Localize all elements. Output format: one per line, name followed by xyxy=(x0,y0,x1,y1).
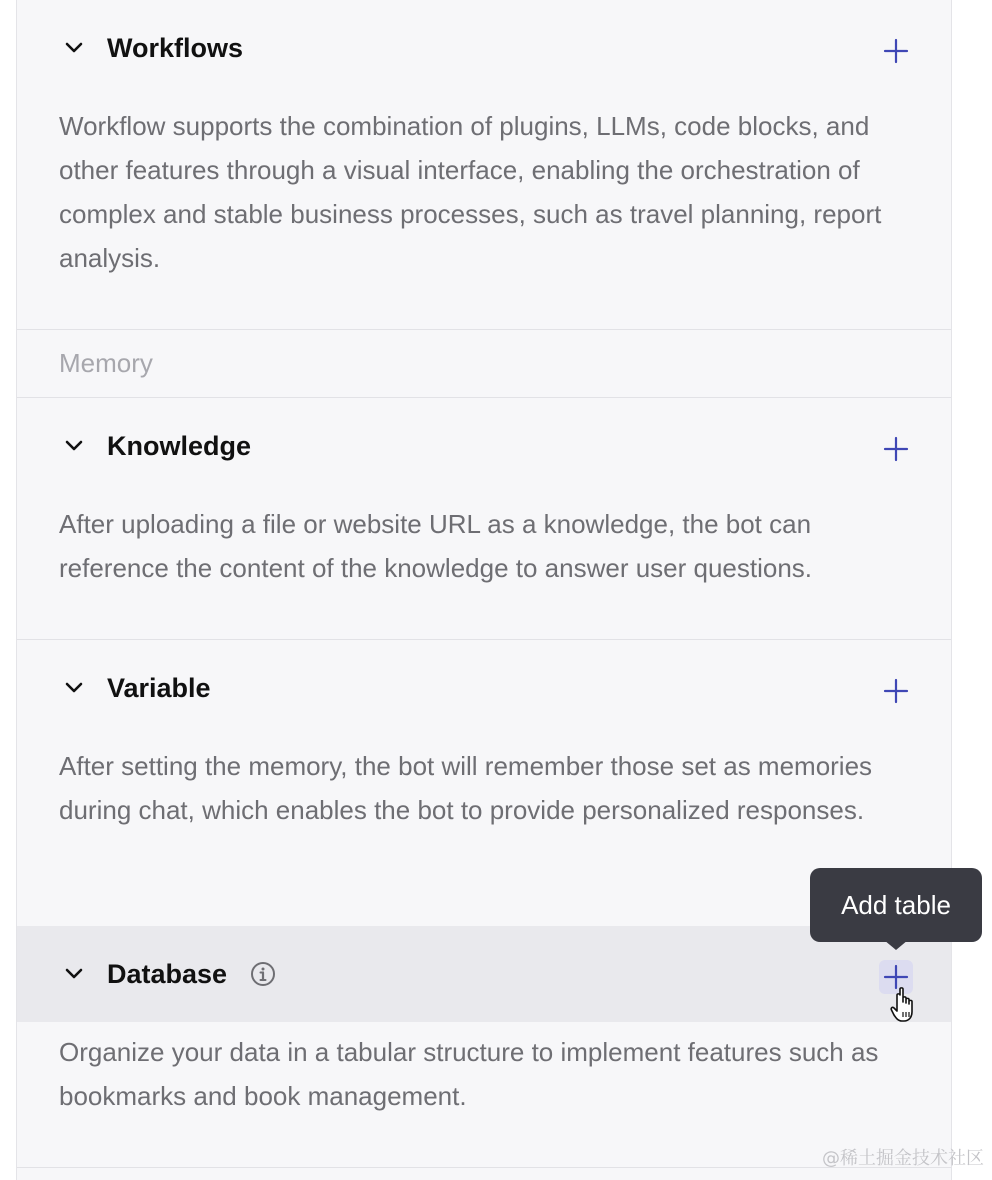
plus-icon xyxy=(883,436,909,462)
skills-panel xyxy=(16,0,952,1180)
workflows-header[interactable] xyxy=(17,0,951,96)
workflows-section xyxy=(17,0,951,330)
database-header[interactable] xyxy=(17,926,951,1022)
variable-title: Variable xyxy=(107,673,211,703)
database-section xyxy=(17,926,951,1168)
chevron-down-icon[interactable] xyxy=(63,677,85,699)
add-knowledge-button[interactable] xyxy=(879,432,913,466)
info-icon[interactable] xyxy=(250,961,276,987)
chevron-down-icon[interactable] xyxy=(63,435,85,457)
workflows-description: Workflow supports the combination of plugins, LLMs, code blocks, and other features through a visual interface, enabling the orchestration of complex and stable business processes, such as travel planning, report analysis. xyxy=(59,111,882,273)
plus-icon xyxy=(883,678,909,704)
chevron-down-icon[interactable] xyxy=(63,963,85,985)
variable-description: After setting the memory, the bot will remember those set as memories during chat, which enables the bot to provide personalized responses. xyxy=(59,751,873,825)
tooltip-text: Add table xyxy=(841,889,951,920)
knowledge-title: Knowledge xyxy=(107,431,252,461)
add-table-tooltip xyxy=(810,868,982,942)
knowledge-description: After uploading a file or website URL as a knowledge, the bot can reference the content of the knowledge to answer user questions. xyxy=(59,509,813,583)
memory-group-label: Memory xyxy=(59,348,153,378)
database-title: Database xyxy=(107,959,228,989)
add-workflow-button[interactable] xyxy=(879,34,913,68)
variable-header[interactable] xyxy=(17,640,951,736)
hand-pointer-icon xyxy=(890,986,924,1024)
plus-icon xyxy=(883,38,909,64)
tooltip-arrow xyxy=(884,940,908,950)
memory-group xyxy=(17,330,951,398)
knowledge-section xyxy=(17,398,951,640)
watermark: @稀土掘金技术社区 xyxy=(822,1148,984,1169)
workflows-title: Workflows xyxy=(107,33,244,63)
knowledge-header[interactable] xyxy=(17,398,951,494)
add-variable-button[interactable] xyxy=(879,674,913,708)
chevron-down-icon[interactable] xyxy=(63,37,85,59)
database-description: Organize your data in a tabular structure to implement features such as bookmarks and book management. xyxy=(59,1037,879,1111)
